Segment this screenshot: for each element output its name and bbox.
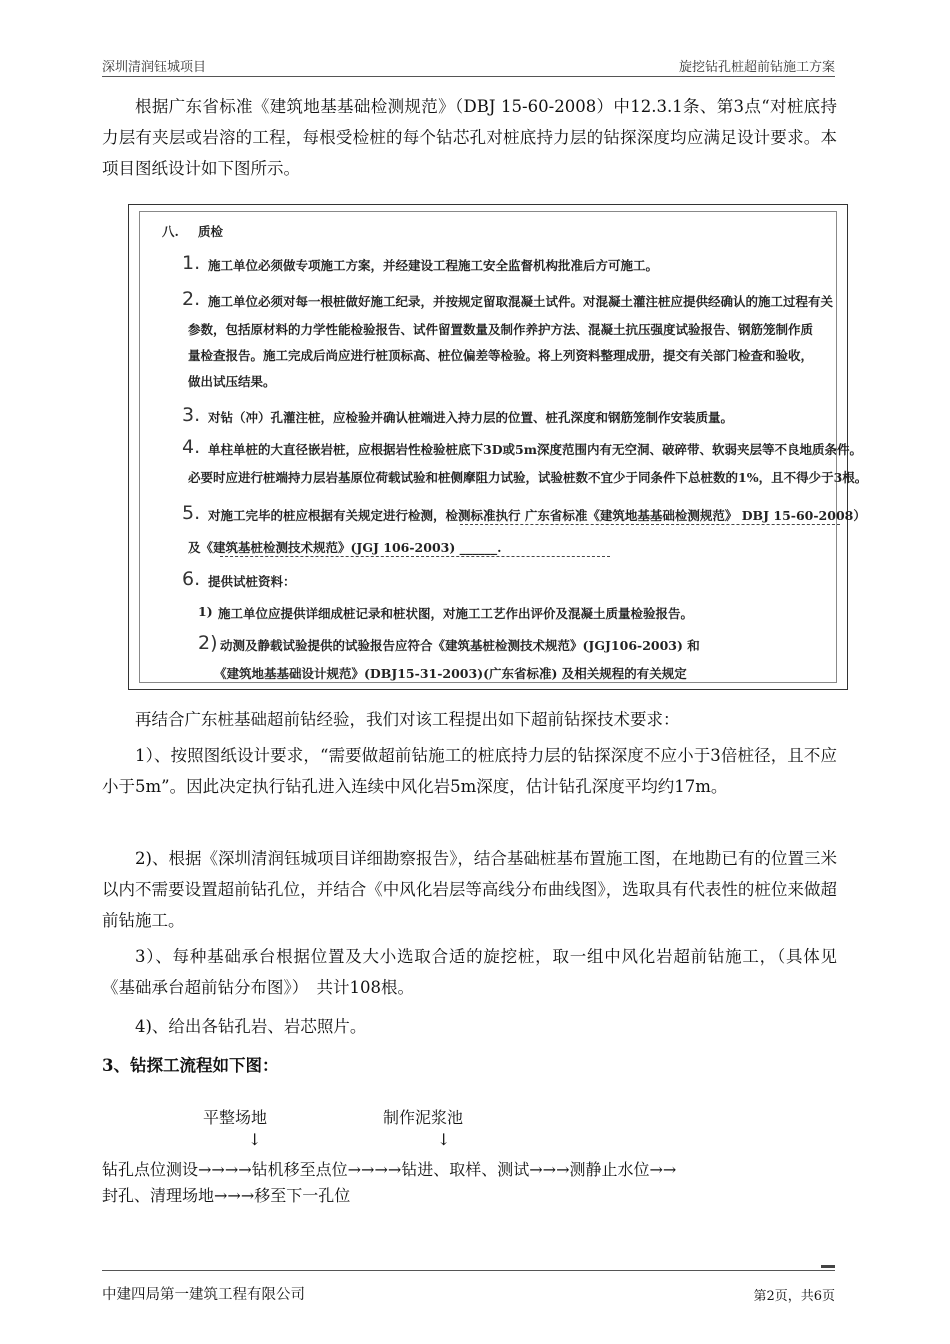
footer-company: 中建四局第一建筑工程有限公司 xyxy=(102,1287,305,1303)
footer-mark xyxy=(821,1265,835,1268)
requirement-4: 4)、给出各钻孔岩、岩芯照片。 xyxy=(135,1017,367,1036)
item-line: 施工单位必须做专项施工方案，并经建设工程施工安全监督机构批准后方可施工。 xyxy=(208,258,659,273)
section-3-heading: 3、钻探工流程如下图： xyxy=(102,1056,279,1075)
intro-paragraph: 根据广东省标准《建筑地基基础检测规范》（DBJ 15-60-2008）中12.3.1条、第3点“对桩底持力层有夹层或岩溶的工程，每根受检桩的每个钻芯孔对桩底持力层的钻探深度均应满足设计要求。本项目图纸设计如下图所示。 xyxy=(102,97,837,178)
item-number: 4. xyxy=(182,436,201,458)
figure-section-number: 八. xyxy=(162,224,179,239)
item-line: 必要时应进行桩端持力层岩基原位荷载试验和桩侧摩阻力试验，试验桩数不宜少于同条件下总桩数的1%，且不得少于3根。 xyxy=(188,470,868,485)
underline-rule xyxy=(220,556,610,557)
item-number: 1. xyxy=(182,252,201,274)
item-number: 2) xyxy=(198,632,218,654)
flow-step-level-site: 平整场地 xyxy=(203,1108,268,1127)
item-line: 参数，包括原材料的力学性能检验报告、试件留置数量及制作养护方法、混凝土抗压强度试验报告、钢筋笼制作质 xyxy=(188,322,814,337)
item-number: 6. xyxy=(182,568,201,590)
header-doc-title: 旋挖钻孔桩超前钻施工方案 xyxy=(678,60,835,75)
flow-line-2: 封孔、清理场地→→→移至下一孔位 xyxy=(102,1186,351,1205)
requirement-3: 3）、每种基础承台根据位置及大小选取合适的旋挖桩，取一组中风化岩超前钻施工，（具体见《基础承台超前钻分布图》） 共计108根。 xyxy=(102,947,837,997)
requirement-1: 1）、按照图纸设计要求，“需要做超前钻施工的桩底持力层的钻探深度不应小于3倍桩径，且不应小于5m”。因此决定执行钻孔进入连续中风化岩5m深度，估计钻孔深度平均约17m。 xyxy=(102,746,837,796)
flow-step-mud-pool: 制作泥浆池 xyxy=(383,1108,464,1127)
item-line: 提供试桩资料： xyxy=(208,574,296,589)
item-line: 施工单位必须对每一根桩做好施工纪录，并按规定留取混凝土试件。对混凝土灌注桩应提供经确认的施工过程有关 xyxy=(208,294,834,309)
item-line: 对钻（冲）孔灌注桩，应检验并确认桩端进入持力层的位置、桩孔深度和钢筋笼制作安装质量。 xyxy=(208,410,734,425)
design-drawing-figure xyxy=(128,204,868,690)
page-header xyxy=(102,56,835,77)
drawing-frame xyxy=(139,211,868,683)
arrow-down-icon: ↓ xyxy=(437,1130,451,1149)
requirement-2: 2)、根据《深圳清润钰城项目详细勘察报告》，结合基础桩基布置施工图，在地勘已有的位置三米以内不需要设置超前钻孔位，并结合《中风化岩层等高线分布曲线图》，选取具有代表性的桩位来做超前钻施工。 xyxy=(102,849,837,930)
item-line: 对施工完毕的桩应根据有关规定进行检测，检测标准执行 广东省标准《建筑地基基础检测规范》 DBJ 15-60-2008） xyxy=(208,508,866,523)
item-line: 做出试压结果。 xyxy=(188,374,276,389)
combine-paragraph: 再结合广东桩基础超前钻经验，我们对该工程提出如下超前钻探技术要求： xyxy=(135,710,680,729)
item-line: 《建筑地基基础设计规范》(DBJ15-31-2003)(广东省标准) 及相关规程的有关规定 xyxy=(214,666,687,681)
header-project: 深圳清润钰城项目 xyxy=(102,60,207,75)
item-number: 1) xyxy=(198,604,213,619)
item-line: 量检查报告。施工完成后尚应进行桩顶标高、桩位偏差等检验。将上列资料整理成册，提交有关部门检查和验收， xyxy=(188,348,814,363)
page-footer xyxy=(102,1270,835,1304)
item-number: 5. xyxy=(182,502,201,524)
arrow-down-icon: ↓ xyxy=(248,1130,262,1149)
item-number: 2. xyxy=(182,288,201,310)
item-line: 单柱单桩的大直径嵌岩桩，应根据岩性检验桩底下3D或5m深度范围内有无空洞、破碎带、软弱夹层等不良地质条件。 xyxy=(208,442,862,457)
underline-rule xyxy=(460,524,840,525)
flow-line-1: 钻孔点位测设→→→→钻机移至点位→→→→钻进、取样、测试→→→测静止水位→→ xyxy=(102,1160,677,1179)
page-number: 第2页，共6页 xyxy=(753,1289,835,1304)
item-number: 3. xyxy=(182,404,201,426)
item-line: 及《建筑基桩检测技术规范》(JGJ 106-2003) ______. xyxy=(188,540,502,555)
item-line: 动测及静载试验提供的试验报告应符合《建筑基桩检测技术规范》(JGJ106-2003) 和 xyxy=(220,638,700,653)
item-line: 施工单位应提供详细成桩记录和桩状图，对施工工艺作出评价及混凝土质量检验报告。 xyxy=(218,606,694,621)
figure-section-title: 质检 xyxy=(198,224,224,239)
